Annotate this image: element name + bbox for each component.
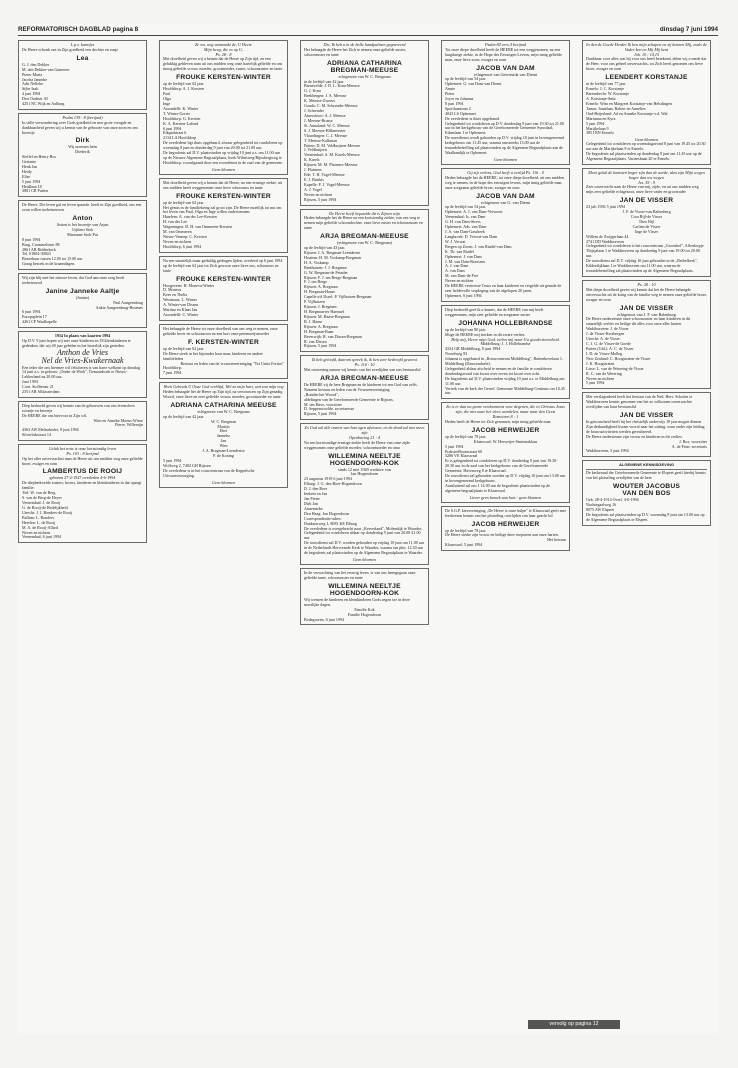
notice-date: Hoofddorp, 7 juni 1994 (163, 365, 182, 376)
notice-signers: Het bestuur (547, 537, 566, 543)
notice-text-3: Johanna is opgebaard in „Rouwcentrum Middelburg", Buitenhovelaan 1, Middelburg (Dauwendaele). Gelegenheid aldaar afscheid te nemen en de familie te condoleren donderdagavond van kwart over zeven tot kwart over acht. De begrafenis zal D.V. plaatsvinden vrijdag 10 juni a.s. te Middelburg om 11.00 uur. Vertrek van de kerk der Gerref. Gemeente Middelburg-Centrum om 10.45 uur. (445, 356, 565, 396)
notice-sub-2: De diepbedroefde zusters, broers, kinderen en kleinkinderen in dat opzegt familie: (22, 480, 142, 491)
notice-date: 8 juni 1994 Sportlaantraat 2 4043 LS Ophemert (445, 101, 477, 116)
death-notice-willemina-1 (300, 423, 429, 565)
death-notice-frouke-3 (159, 256, 288, 321)
notice-date: 4 juni 1994 Den Oudestr 30 4251 NC Wijk en Aalburg (22, 91, 65, 106)
notice-name: JACOB HERWEIJER (471, 426, 540, 434)
notice-text: Heden heeft de Heere tot Zich genomen, mijn innig geliefde man (445, 418, 551, 424)
notice-text-2: De HEERE die ons hiervoor in Zijn wil. (22, 412, 88, 418)
death-notice-de-visser-2 (582, 280, 711, 389)
notice-text: Met droefheid geven wij u kennis dat de Heere op Zijn tijd, en een gelukkig gebleven nam uit ons midden weg onze hartelijk geliefde en ons inoog geliefde vrouw, moeder, grootmoeder, zuster, schoonzuster en tante (163, 56, 283, 72)
notice-motto: Gij zijt verlost, God heeft u verlijd Ps. 116 : 4 (467, 169, 544, 175)
notice-text-2: Wij wensen de kinderen en kleinkinderen Gods zegen toe in deze moeilijke dagen. (304, 596, 410, 607)
notice-text: Heden behaagde het de Heere na een kortstondig ziekte, van ons weg te nemen mijn geliefde schoondochter, onze lieve zuster en schoonzuster en tante (304, 215, 423, 231)
notice-text: Het behaagde de Heere tot onze droefheid van ons weg te nemen, onze geliefde broer en schoonzoon na een kort onze petemoeijsmoeder (163, 325, 278, 336)
notice-sub: echtgenote van W. C. Bregman (338, 73, 391, 79)
notice-text: De kerkeraad der Gereformeerde Gemeente te Elspeet geeft hierbij kennis van het plotseling overlijden van de heer (586, 470, 706, 481)
notice-text: Met verslagenheid heeft het bestuur van de Ned. Herv. Scholen te Waddinxveen kennis genomen van het zo volkomen onverwachte overlijden van haar bestuurslid (586, 394, 693, 410)
column-3 (300, 40, 429, 1034)
notice-text: Op D.V. 9 juni hopen wij met onze kinderen en 18 kleinkinderen te gedenken, dat wij 40 jaar geleden in het huwelijk zijn getreden. (22, 337, 131, 348)
notice-foot: Geen bloemen (352, 557, 377, 563)
notice-motto: Week Gebreds U Onze God verblijd, Wel zo mijn hart, wat zou mijn oog (163, 384, 284, 390)
notice-date: 8 juni 1994 Burg. Crommelinstr 88 2861 AB Ridderkerk Tel. 01804-30843 (22, 236, 60, 257)
notice-list: Haarlem: A. van der Lee-Kersten H. van der Lee Wageningen: D. H. van Ommeren-Kersten M. van Ommeren Nieuw-Vennep: C. Kersten Neven en nichten (163, 214, 233, 244)
notice-name: JAN DE VISSER (619, 304, 674, 312)
notice-text-2: Er is gelegenheid tot condoleren op D.V. donderdag 9 juni van 19.30-20.30 uur in de zaal van het kerkgebouw van de Gereformeerde Gemeente, Havenweg 8 te Klaaswaal. De rouwdienst zal gehouden worden op D.V. vrijdag 10 juni om 13.00 uur in bovengenoemd kerkgebouw. Aansluitend zal om 1 14.00 uur de begrafenis plaatsvinden op de algemene begraafplaats te Klaaswaal. (445, 458, 566, 493)
death-notice-herweijer-2 (441, 506, 570, 551)
death-notice-korstanje (582, 40, 711, 165)
death-notice-f-kersten (159, 324, 288, 379)
notice-name: JOHANNA HOLLEBRANDSE (458, 319, 553, 327)
notice-date: Veenendaal, 6 juni 1994 (22, 534, 62, 540)
notice-text: De Heere, Die leven gaf en leven spaarde, heeft in Zijn goedheid, ons een zoon willen toebetrouwen (22, 202, 142, 213)
notice-text-2: De Heere sterke zijn vrouw en heilige deze roepsteen aan onze harten. (445, 532, 559, 538)
notice-sub: Wij noemen hem Diederik (68, 144, 97, 155)
notice-text: Met ontroering namen wij kennis van het overlijden van ons bestuurslid (304, 366, 421, 372)
death-notice-willemina-2 (300, 568, 429, 625)
notice-text-2: De HEERE zij de here Bregman en de kinderen tot een God van zelfs. (304, 381, 418, 387)
notice-text-2: De overledene is thuis opgebaard. Gelegenheid tot condoleren op D.V. donderdag 9 juni van 19.30 tot 21.00 uur in het kerkgebouw van de Gereformeerde Gemeente Synodaal, Eikenlaan 1 te Ophemert. De rouwdienst wordt gehouden op D.V. vrijdag 10 juni in bovengenoemd kerkgebouw om 11.45 uur, waarna omstreeks 13.00 uur de teraardebestelling zal plaatsvinden op de Algemene Begraafplaats aan de Waalbandijk te Ophemert. (445, 115, 565, 156)
notice-age: op de leeftijd van 54 jaar. (445, 76, 487, 82)
header-rule (18, 35, 718, 36)
notice-foot: Geen bloemen (211, 166, 236, 172)
notice-text: Diep bedroefd geef ik u kennis, dat de HEERE van mij heeft weggenomen, mijn zeer geliefde en zorgzame zuster (445, 306, 544, 317)
notice-date: Bodegraven, 6 juni 1994 (304, 616, 345, 622)
notice-text: Het behaagde de Heere het Zich te nemen onze geliefde zuster, schoonzuster en tante (304, 46, 406, 57)
notice-motto: Psalm 139 : 8 (berijmd) (62, 114, 103, 120)
notice-date: Hoofddorp, 6 juni 1994 (163, 243, 202, 249)
notice-age: op de leeftijd van 62 jaar. (163, 345, 205, 351)
notice-date: 4363 AW Melisekerke, 8 juni 1994 Silverbrkstraat 14 (22, 427, 79, 438)
notice-date: Klaaswaal, 5 juni 1994 (445, 542, 483, 548)
notice-age: op de leeftijd van 78 jaar. (445, 433, 487, 439)
notice-text: Diep bedroefd geven wij kennis van de gebouwen van ons levenslove zoontje en broertje. (22, 402, 135, 413)
notice-name: JACOB VAN DAM (476, 64, 535, 72)
notice-name: Anton (72, 215, 93, 223)
notice-address: Correspondentie-adres: Danksterweg 1, 8081 KE Elburg (304, 515, 357, 526)
notice-text-2: Moge de HEERE mij sterken in dit zware verlies. (445, 331, 526, 337)
notice-name: Janine Janneke Aaltje (45, 287, 120, 295)
notice-date: 6 juni 1994 Europaplein 17 4261 CP Waalkapelle (22, 309, 57, 325)
notice-signers: Klaaswaal: W. Herweijer-Sintemaklaas (473, 438, 538, 444)
notice-signers: Steffel en Henry Bos Geriante Henk Jan Heidy Elise (22, 154, 56, 179)
column-4 (441, 40, 570, 1034)
notice-motto: Mooi geluk de komsten hoger zijn dan de aarde, alzo zijn Mijn wegen hoger dan uw wegen Jes. 55 : 9 (588, 169, 705, 185)
notice-name: ARJA BREGMAN-MEEUSE (320, 374, 409, 382)
notice-signers: J. Boz, voorzitter A. de Pater, secretaris (671, 438, 707, 449)
notice-name: Anthon de Vries Nel de Vries-Kwakernaak (41, 347, 124, 366)
notice-text: Op het aller onverwachtst nam de Heere uit ons midden weg onze geliefde broer, zwager en oom (22, 455, 143, 466)
notice-text-2: De HEERE vertroeste Truus en haar kinderen en vergelde uit genade de zeer liefdevolle verpleging van de afgelopen 20 jaren. (445, 283, 562, 294)
general-notice-van-den-bos (582, 460, 711, 525)
notice-name: JAN DE VISSER (619, 197, 674, 205)
notice-note: Bezoekuur tussen 12.00 tot 15.00 uur Graag bezoek in de kraamdagen. (22, 256, 83, 267)
notice-foot: Geen bloemen (634, 137, 659, 143)
notice-sub: echtgenoot van Geertruida van Diemt (473, 71, 538, 77)
notice-date: Juni 1994 Corn. Stolltenstr 21 2351 AB Alblasserdam (22, 379, 60, 394)
notice-list: Rijssen: J. A. Bregman-Leendertse Houtem: H. M. Voskamp-Bregman H. A. Voskamp Benthuizen: J. J. Bregman G. W. Bregman-de Peinder Rijssen: F. J. ten Berge-Bregman F. J. ten Berge Rijssen: A. Bregman H. Bregman-Haase Capelle a/d IJssel: P. Vijfhuizen-Bregman P. Vijfhuizen Rijssen: J. Bregman H. Bregman-ter Harmsel Rijssen: M. Haase-Bregman B. J. Haase Rijssen: A. Bregman H. Bregman-Baan Beverwijk: R. van Dissen-Bregman R. van Dissen (304, 249, 372, 344)
notice-text: Met diepe droefheid geven wij kennis dat het de Heere behaagde onverwachts uit de kring van de familie weg te nemen onze geliefde broer, zwager en oom (586, 286, 707, 302)
column-5 (582, 40, 711, 1034)
death-notice-arja-1 (300, 209, 429, 353)
notice-name: LAMBERTUS DE ROOIJ (42, 468, 123, 476)
notice-motto: Psalm 84 vers 4 berijmd (485, 42, 526, 47)
notice-top: 1954 In plaats van kaarten 1994 (54, 332, 111, 338)
notice-date: Waddinxveen, 5 juni 1994 (586, 448, 629, 454)
newspaper-page (18, 24, 718, 1034)
notice-signers: Paul Aangeenbrug Ankie Aangeenbrug-Houmes (95, 299, 143, 310)
notice-motto: L.p.v. kaartjes (70, 42, 95, 47)
notice-list: Tiel: W. van de Berg S. van de Berg-de Heyer Veenendaal: J. de Rooij G. de Rooij-de Bedelijkheid Utrecht: J. J. Bonders-de Rooij Ballum: L. Ronders Heerlen: L. de Rooij M. A. de Rooij-Allard Neven en nichten (22, 490, 73, 535)
notice-sub: Anton is het broertje van Arjan (56, 222, 109, 228)
death-notice-lambertus (18, 444, 147, 543)
notice-text: Na een kortstondige ernstige ziekte heeft de Heere van onze zijde weggenomen onze geliefde moeder, schoonmoeder en oma (304, 439, 411, 450)
death-notice-arja-2 (300, 355, 429, 420)
notice-parents: G. J. den Dekker M. den Dekker-van Gameren Pieter Maria Jacoba Janneke Adri Nelleke Sijbe Izak (22, 61, 70, 92)
notice-list: Barnevelde: J. D. L. Krna-Meeuse G. J. Krna Beekbergen: J. A. Meeuse K. Meeuse-Zwerus Gouda: C. M. Schreuder-Meeuse J. Schreuder Amersfoort: A. J. Meeuse J. Meeuse-Brusse St. Annaland: W. C. Meeuse S. J. Meeuse-Hilkmeester Vlaardingen: C. J. Meeuse T. Meeuse-Kalkman Putten: D. M. Veldhuijzen-Meeuse J. Veldhuijzen Veenendaal: A. M. Karels-Meeuse K. Karels Rijssen: M. M. Plaimers-Meeuse J. Plaimers Ede: T. H. Vogel-Meeuse E. J. Brinkis Kapelle: F. J. Vogel-Meeuse A. J. Vogel Neven en nichten (304, 83, 361, 197)
notice-sub: echtgenoot van G. van Diemt (480, 199, 531, 205)
notice-date: Rijssen, 5 juni 1994 (304, 196, 337, 202)
notice-address: Willem de Zwijgerlaan 44 2741 DD Waddinxveen (586, 233, 629, 244)
notice-signers: Middelburg: J. J. Hollebrandse (480, 341, 531, 347)
notice-date: Rijssen, 5 juni 1994 (304, 343, 337, 349)
notice-motto: Geluk het trots is onze kortstondig leven Ps. 103 : 8 berijmd (48, 445, 117, 456)
notice-foot: Liever geen bezoek aan huis - geen bloemen (469, 494, 542, 500)
death-notice-frouke-1 (159, 40, 288, 175)
notice-text: Dankbaar voor alles wat hij voor ons heeft betekend, delen wij u mede dat de Heer, voor ons geheel onverwachts, tot Zich heeft genomen ons lieve broer, zwager en oom (586, 56, 707, 72)
notice-motto: In den de Goede Herder Ik ben mijn schapen en zij kennen Mij, zoals de Vader ken en Mij Mij kent Joh. 10 : 14,15 (586, 42, 707, 57)
notice-age: op de leeftijd van 43 jaar. (304, 244, 346, 250)
notice-name: JACOB HERWEIJER (471, 520, 540, 528)
notice-text-2: In getrouwheid heeft hij het christelijk onderwijs 18 jaar mogen dienen. Zijn deskundigheid kwam vooral naar het uitting, waar onder zijn leiding de bouwactiviteiten werden gerealiseerd. De Heere ondersteune zijn vrouw en kinderen in dit verlies. (586, 419, 705, 439)
notice-list: Elburg: J. G. den Boer-Hogendoorn D. J. den Boer Ineketa en Jan Jan Pieter Dirk Jan Annemieke Den Haag: Jan Hogendoorn (304, 481, 362, 516)
notice-name: LEENDERT KORSTANJE (605, 74, 688, 82)
notice-text-2: De overledene is in het rouwcentrum van de Keppelsche Uitvaartverzorging. (163, 467, 255, 478)
notice-signers: Familie Kok Familie Hogendoorn (347, 606, 382, 617)
notice-date: 4334 GR Middelburg, 8 juni 1994 Noordweg 93 (445, 346, 501, 357)
notice-name: ADRIANA CATHARINA MEEUSE (170, 401, 277, 409)
notice-sub: geboren 27-2-1927 overleden 4-6-1994 (49, 475, 116, 481)
notice-age: in de leeftijd van 77 jaar. (586, 81, 627, 87)
notice-age: op de leeftijd van 78 jaar. (445, 527, 487, 533)
notice-signers: Bestuur en leden van de vrouwenvereniging "Via Unita Fortior" (180, 360, 284, 366)
notice-text: De S.G.P. kiesvereniging „De Heere is onze hulpe" te Klaaswaal geeft met leedwezen kennis van het plotseling overlijden van haar geacht lid (445, 507, 566, 518)
notice-text: Heden behaagde het de Heere op Zijn tijd, na vertrouwen op Zijn genadig Woord, onze lieve en zeer geliefde vrouw, moeder, grootmoeder en tante (163, 388, 283, 399)
notice-motto: Ze wo, nog vanmaakt de, U Heere Mijn heeg, die ex op U, Ps. 28 : 8 (194, 42, 253, 57)
notice-text-2: Gelegenheid tot condoleren is het rouwcentrum „Groenhof", Alferdorpje Thijsjalaan 1 te Waddinxveen op donderdag 9 juni van 19.00 tot 20.00 uur. De rouwdienst zal D.V. vrijdag 10 juni gehouden in de „Bethelkerk", Kilderdijklaan 1 te Waddinxveen om 11.00 uur, waarna de teraardebestelling zal plaatsvinden op de Algemene Begraafplaats. (586, 243, 704, 274)
birth-notice-dirk (18, 113, 147, 197)
notice-age: op de leeftijd van 42 jaar. (163, 413, 205, 419)
notice-list: Ophemert: G. van Dam-van Diemt Annie Pieter Joyce en Johanna (445, 81, 502, 102)
notice-date: Ophemert, 6 juni 1994 (445, 293, 482, 299)
death-notice-frouke-2 (159, 178, 288, 253)
notice-text: Tot onze diepe droefheid heeft de HEERE tot een weggenomen, na een langdurige ziekte, in de Hope des Eeuwigen Levens, mijn innig geliefde man, onze lieve zoon, zwager en oom (445, 46, 562, 62)
notice-foot: Geen bloemen (493, 156, 518, 162)
notice-date: 5 juni 1994 Heidlaan 18 3881 CB Putten (22, 178, 48, 194)
notice-name: ADRIANA CATHARINA BREGMAN-MEEUSE (326, 59, 403, 74)
death-notice-de-visser-1 (582, 168, 711, 277)
notice-list: Waddinxveen: J. de Visser J. de Visser-Kersbergen Utrecht: A. de Visser C. J. G. de Visser-de Goede Putten (Gld.): A. C. de Visser I. D. de Visser-Molleg New Zealand: C. Hoogstraten-de Visser J. K. Hoogstraten Lisse: L. van de Wetering-de Visser R. C. van de Wetering Neven en nichten (586, 326, 651, 381)
notice-text: Na een smartelijk maar geduldig gedragen lijden, overleed op 6 juni 1994 op de leeftijd van 62 jaar tot Zich gewoon onze lieve zus, schoonzus en tante (163, 257, 283, 273)
notice-signers: Namens bestuur en leden van de Vrouwenvereniging „Bonden het Woord", afdelingen van de Gereformeerde Gemeente te Rijssen, M. ten Have, voorzitter D. Seppenwoolde, secretaresse (304, 386, 394, 412)
notice-moens (18, 401, 147, 441)
notice-motto: Zo is er dan nu geene verdoemenis voor degenen, die in Christus Jezus zijn, die niet naar het vlees wandelen, maar naar den Geest Romeinen 8 : 1 (446, 404, 565, 420)
notice-sub: echtgenoot van J. F. van Balenburg (617, 311, 676, 317)
notice-date: 23 juli 1936 5 juni 1994 (586, 204, 626, 210)
birth-notice-janine (18, 273, 147, 328)
notice-list: J. F. de Visser-van Balemberg Cora Bijl-de Visser Theo Bijl Carlien de Visser Inge de Visser (622, 209, 671, 234)
notice-name: JACOB VAN DAM (476, 192, 535, 200)
notice-name: FROUKE KERSTEN-WINTER (176, 74, 271, 82)
notice-text-2: De begrafenis zal plaatsvinden op D.V. woensdag 8 juni om 13.00 uur op de Algemene Begraafplaats te Elspeet. (586, 511, 705, 522)
notice-list: Hoofddorp: A. J. Kersten Paul Olga Inge Assendelft: K. Winter T. Winter-Gorter Hoofddorp: G. Kersten K. A. Kersten-Lafond (163, 86, 204, 126)
notice-top: ALGEMENE KENNISGEVING (618, 462, 675, 468)
notice-date: 23 augustus 1919 6 juni 1994 (304, 476, 352, 482)
notice-list: W. C. Bregman Martijn Eber Janneke Jan Wim J. A. Bregman-Leendertse P. de Koning (202, 418, 245, 459)
notice-age: op de leeftijd van 62 jaar. (163, 81, 205, 87)
notice-signers: Wim en Anneke Moens-Wiese Pierre, Willemijn (93, 417, 143, 428)
notice-age: op de leeftijd van 62 jaar. (163, 199, 205, 205)
header-left: REFORMATORISCH DAGBLAD pagina 8 (18, 26, 139, 33)
notice-date: 5 juni 1994 Wolfweg 2, 7482 GH Rijssen (163, 457, 211, 468)
death-notice-herweijer-1 (441, 402, 570, 502)
notice-motto: Ps. 28 : 10 (637, 281, 656, 287)
notice-date: 6 juni 1994 Eikpadstraat 6 2134 LA Hoofddorp (163, 125, 197, 141)
notice-list: Hoogeveen: H. Moneva-Winter D. Moneva Kees en Thelia Westmaas: L. Winter A. Winter-van Dissen Martina en Klaas Jan Assendelft: C. Winter (163, 282, 215, 318)
notice-name: Lea (76, 54, 89, 62)
notice-name: JAN DE VISSER (619, 412, 674, 420)
notice-text: Wij zijn blij met het nieuwe leven, dat God aan onze zorg heeft toebetrouwd (22, 275, 125, 285)
notice-name: FROUKE KERSTEN-WINTER (176, 192, 271, 200)
notice-sub: (echtgenote van W. C. Bregman) (337, 240, 392, 246)
notice-text-2: De Heere ondersteune onze schoonzuster en haar kinderen in dit smartelijk verlies en heilige dit alles voor onze aller harten. (586, 316, 691, 327)
notice-text-2: De overledene ligt thuis opgebaard, alwaar gelegenheid tot condoleren op woensdag 8 juni en donderdag 9 juni van 20.00 tot 21.00 uur. De begrafenis zal D.V. plaatsvinden op vrijdag 10 juni a.s. om 11.00 uur op de Nieuwe Algemene Begraafplaats, hoek Wilnisweg/Rijnsbergweg te Hoofddorp, voorafgaand door een rouwdienst in de zaal van de gemeente. (163, 140, 283, 165)
page-header (18, 24, 718, 36)
notice-name: WOUTER JACOBUS VAN DEN BOS (612, 483, 681, 498)
notice-name: ARJA BREGMAN-MEEUSE (320, 233, 409, 241)
notice-text-2: Gelegenheid tot condoleren op woensdagavond 8 juni van 19.45 tot 20.30 uur aan de Marijkelaan 9 te Ermelo. De begrafenis zal plaatsvinden op donderdag 9 juni om 11.45 uur op de Algemene Begraafplaats, Variaesbaan 20 te Ermelo. (586, 141, 706, 161)
continued-on-page-bar[interactable]: vervolg op pagina 12 (528, 1020, 620, 1029)
notice-age: op de leeftijd van 54 jaar. (445, 204, 487, 210)
notice-age: op de leeftijd van 80 jaar. (445, 326, 487, 332)
header-right: dinsdag 7 juni 1994 (659, 26, 718, 33)
notice-date: Rijssen, 5 juni 1994 (304, 411, 337, 417)
notice-text: Met droefheid geven wij u kennis dat de Heere, na een ernstige ziekte, uit ons midden heeft weggenomen onze lieve schoonzus en tante (163, 179, 283, 190)
notice-text: Heden behaagde het de HEERE, tot onze diepe droefheid, uit ons midden weg te nemen, in de hope des eeuwigen levens, mijn innig geliefde man, onze zorgzame geliefde broer, zwager en oom (445, 174, 565, 190)
death-notice-johanna (441, 305, 570, 400)
notice-address: Nachtegaalweg 16 8075 AW Elspeet (586, 502, 616, 512)
notice-name: F. KERSTEN-WINTER (187, 338, 259, 346)
notice-date: 5 juni 1994 PraksterBoomstraat 60 3286 VE Klaaswaal (445, 443, 482, 459)
death-notice-adriana-1 (300, 40, 429, 206)
notice-motto: Ik heb geloofd, daarom spreek ik, ik ben zeer bedroefd geweest Ps. 116 : 10 (311, 357, 418, 368)
notice-date: 5 juni 1994 Marijkelaan 9 3851 RN Ermelo (586, 120, 614, 136)
notice-sub: (Janine) (75, 294, 90, 300)
notice-name: WILLEMINA NEELTJE HOGENDOORN-KOK (328, 582, 401, 597)
notice-list: Ophemert: A. J. van Dam-Verwoert Veenendaal: Is. van Dam G. H. van Dam-Stress Ophemert: Ads. van Dam J. A. van Dam-Gassbeek Langbroek: D. Verwat-van Dam W. J. Verwat Bergen op Zoom: J. van Riadel-van Dam K. Th. van Riadel Ophemert: J. van Dam J. M. van Dam-Boersma A. J. van Dam A. van Dam M. van Dam-de Fret Neven en nichten (445, 209, 512, 284)
column-1 (18, 40, 147, 1034)
notice-sub: echtgenote van W. C. Bregman (197, 408, 250, 414)
notice-name: Dirk (75, 137, 90, 145)
notice-text-2: De overledene is overgebracht naar „Kerverland", Molendijk te Waarder. Gelegenheid tot condoleren aldaar op donderdag 9 juni van 20.00-21.00 uur. De rouwdienst zal D.V. worden gehouden op vrijdag 10 juni om 11.00 uur in de Nederlands Hervormde Kerk te Waarder, waarna om plm. 12.30 uur de begrafenis zal plaatsvinden op de Algemene Begraafplaats te Waarder. (304, 525, 425, 556)
notice-signers: Gijsbert Stok Marianne Stok-Put (67, 226, 98, 237)
notice-age: in de leeftijd van 42 jaar. (304, 78, 345, 84)
notice-motto: Die, Ik heb u in de holle handpalmen gegraveerd (323, 42, 406, 47)
notice-text: In stille verwondering over Gods goedheid en met grote vreugde en dankbaarheid geven wij u kennis van de geboorte van onze zoon en ons broertje (22, 119, 138, 135)
column-2 (159, 40, 288, 1034)
death-notice-de-visser-3 (582, 392, 711, 457)
notice-foot: Geen bloemen (211, 479, 236, 485)
anniversary-notice (18, 331, 147, 398)
birth-notice-lea (18, 40, 147, 110)
notice-sub: sinds 12 mei 1949 weduwe van Jan Hogendoorn (338, 466, 391, 477)
death-notice-adriana-2 (159, 382, 288, 487)
notice-motto: Help mij, Heere mijn God, verlos mij naar Uw goedertierenheid. (451, 336, 560, 342)
notice-text-2: Een ieder die ons hiermee wil feliciteren is van harte welkom op dinsdag 14 juni a.s. in gebouw „Onder de Wiek", Tiemanshoek te Nieuw-Lekkerland na 20.00 uur. (22, 364, 140, 380)
notice-motto: De Heere heeft bepaalde dit is Zijnen wijn (329, 210, 400, 216)
notice-text-2: Het gemis in de familiekring zal groot zijn. De Heere moeilijk tot nut om het leven van Paul, Olga en Inge willen ondersteunen. (163, 204, 282, 215)
notice-motto: Zo God zal alle tranen van hun ogen afwissen, en de dood zal niet meer zijn Openbaring 21 : 4 (304, 425, 425, 440)
birth-notice-anton (18, 200, 147, 270)
notice-text: De Heere schonk ons in Zijn goedheid een dochter en zusje (22, 46, 119, 52)
notice-text: In de verwachting van het eeuwig leven, is van ons heengegaan onze geliefde tante, schoonzuster en tante (304, 570, 416, 580)
notice-name: WILLEMINA NEELTJE HOGENDOORN-KOK (328, 452, 401, 467)
death-notice-jacob-van-dam-2 (441, 168, 570, 302)
notice-date: Geb. 28-4-1914 Overl. 4-6-1994 (586, 497, 639, 503)
notice-text: Zeer onverwacht nam de Heere van mij, zijde, en uit ons midden weg mijn zeer geliefde echtgenoot, onze lieve vader en grootvader (586, 184, 699, 195)
death-notice-jacob-van-dam-1 (441, 40, 570, 165)
notice-name: FROUKE KERSTEN-WINTER (176, 275, 271, 283)
notice-list: Ermelo: J. C. Korstanje Barendrecht: W. Korstanje A. Korstanje-Smit Ermelo: Wim en Margreet Korstanje-van Helsdingen Tamar, Jonathan, Robert en Annelies Oud-Beijerland: Ad en Anneke Korstanje-v.d. Wal Marianna en Kyra (586, 86, 672, 121)
notice-date: 5 juni 1994 (586, 380, 605, 386)
notice-text-2: De Heere steek in het bijzonder haar man, kinderen en andere familieleden (163, 350, 263, 361)
